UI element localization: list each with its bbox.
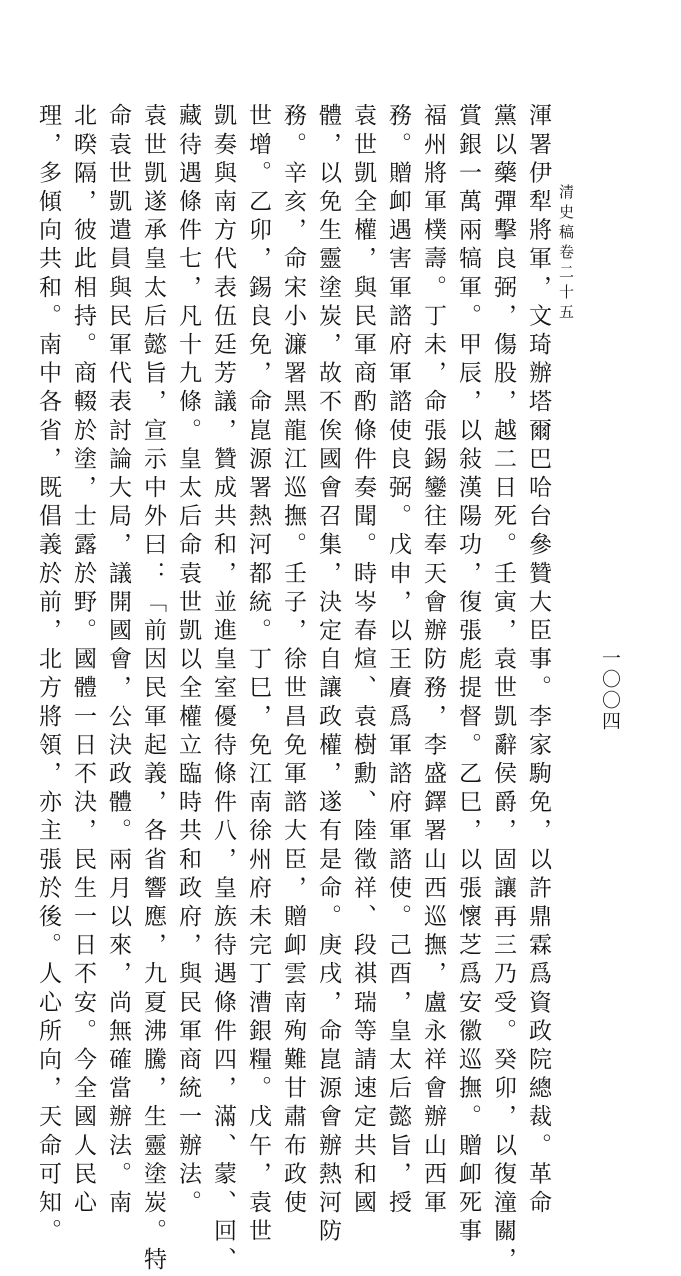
text-column: 賞銀一萬兩犒軍。甲辰，以敍漢陽功，復張彪提督。乙巳，以張懷芝爲安徽巡撫。贈卹死事	[455, 103, 481, 1247]
text-column: 袁世凱全權，與民軍商酌條件奏聞。時岑春煊、袁樹勳、陸徵祥、段祺瑞等請速定共和國	[350, 103, 376, 1219]
page-number: 一〇〇四	[599, 648, 621, 732]
text-column: 藏待遇條件七，凡十九條。皇太后命袁世凱以全權立臨時共和政府，與民軍商統一辦法。	[175, 103, 201, 1219]
text-column: 務。辛亥，命宋小濂署黑龍江巡撫。壬子，徐世昌免軍諮大臣，贈卹雲南殉難甘肅布政使	[280, 103, 306, 1219]
text-column: 務。贈卹遇害軍諮府軍諮使良弼。戊申，以王賡爲軍諮府軍諮使。己酉，皇太后懿旨，授	[385, 103, 411, 1219]
text-column: 福州將軍樸壽。丁未，命張錫鑾往奉天會辦防務，李盛鐸署山西巡撫，盧永祥會辦山西軍	[420, 103, 446, 1219]
text-column: 袁世凱遂承皇太后懿旨，宣示中外曰：「前因民軍起義，各省響應，九夏沸騰，生靈塗炭。特	[140, 103, 166, 1276]
text-column: 北暌隔，彼此相持。商輟於塗，士露於野。國體一日不決，民生一日不安。今全國人民心	[70, 103, 96, 1219]
text-column: 命袁世凱遣員與民軍代表討論大局，議開國會，公決政體。兩月以來，尚無確當辦法。南	[105, 103, 131, 1219]
running-header-title: 清史稿卷二十五	[557, 184, 575, 324]
text-column: 理，多傾向共和。南中各省，既倡義於前，北方將領，亦主張於後。人心所向，天命可知。	[35, 103, 61, 1247]
text-column: 世增。乙卯，錫良免，命崑源署熱河都統。丁巳，免江南徐州府未完丁漕銀糧。戊午，袁世	[245, 103, 271, 1247]
text-column: 體，以免生靈塗炭，故不俟國會召集，決定自讓政權，遂有是命。庚戌，命崑源會辦熱河防	[315, 103, 341, 1247]
text-column: 凱奏與南方代表伍廷芳議，贊成共和，並進皇室優待條件八，皇族待遇條件四，滿、蒙、回、	[210, 103, 236, 1276]
text-column: 黨以藥彈擊良弼，傷股，越二日死。壬寅，袁世凱辭侯爵，固讓再三乃受。癸卯，以復潼關，	[490, 103, 516, 1276]
text-column: 渾署伊犁將軍，文琦辦塔爾巴哈台參贊大臣事。李家駒免，以許鼎霖爲資政院總裁。革命	[525, 103, 551, 1219]
